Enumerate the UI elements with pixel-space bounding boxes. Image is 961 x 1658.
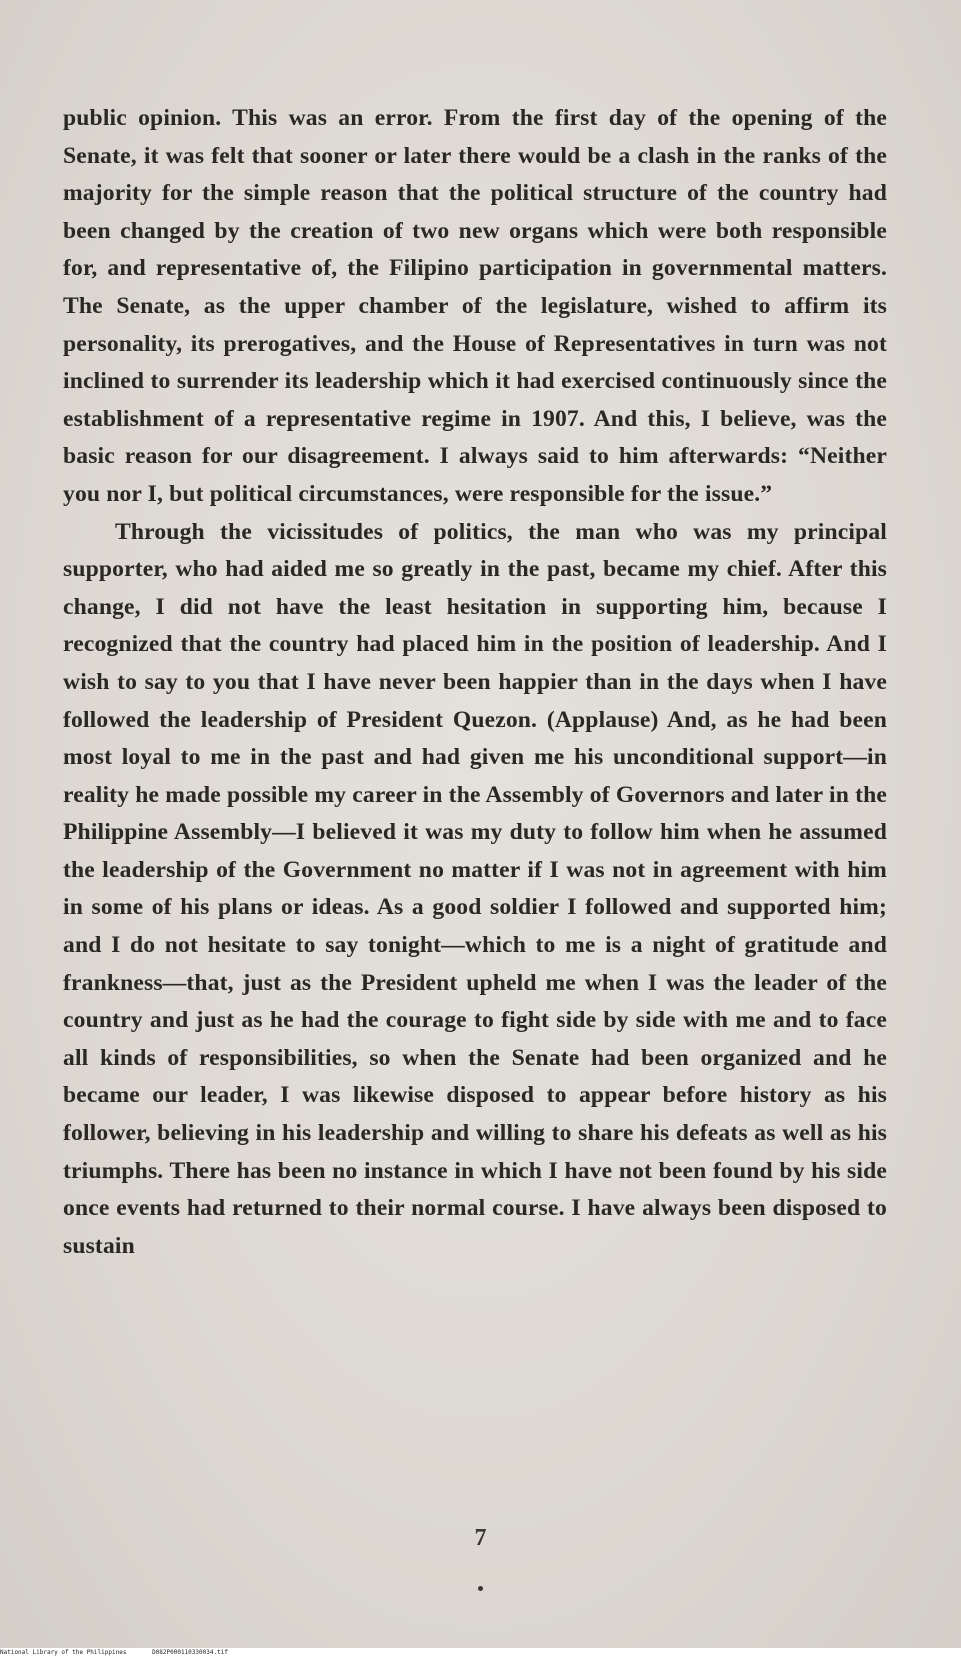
paragraph-2: Through the vicissitudes of politics, the man who was my principal supporter, who had aided me so greatly in the past, became my chief. After this change, I did not have the least hesitation in supporting him, because I recognized that the country had placed him in the position of leadership. And I wish to say to you that I have never been happier than in the days when I have followed the leadership of President Quezon. (Applause) And, as he had been most loyal to me in the past and had given me his unconditional support—in reality he made possible my career in the Assembly of Governors and later in the Philippine Assembly—I believed it was my duty to follow him when he assumed the leadership of the Government no matter if I was not in agreement with him in some of his plans or ideas. As a good soldier I followed and supported him; and I do not hesitate to say tonight—which to me is a night of gratitude and frankness—that, just as the President upheld me when I was the leader of the country and just as he had the courage to fight side by side with me and to face all kinds of responsibilities, so when the Senate had been organized and he became our leader, I was likewise disposed to appear before history as his follower, believing in his leadership and willing to share his defeats as well as his triumphs. There has been no instance in which I have not been found by his side once events had returned to their normal course. I have always been disposed to sustain (63, 518, 887, 1259)
body-text (63, 100, 887, 1265)
page-number: 7 (474, 1525, 487, 1551)
footer-file-id: D082P000110330034.tif (152, 1649, 228, 1656)
footer-library: National Library of the Philippines (0, 1649, 127, 1656)
speck-mark (478, 1586, 483, 1591)
paragraph-1: public opinion. This was an error. From the first day of the opening of the Senate, it was felt that sooner or later there would be a clash in the ranks of the majority for the simple reason that the political structure of the country had been changed by the creation of two new organs which were both responsible for, and representative of, the Filipino participation in governmental matters. The Senate, as the upper chamber of the legislature, wished to affirm its personality, its prerogatives, and the House of Representatives in turn was not inclined to surrender its leadership which it had exercised continuously since the establishment of a representative regime in 1907. And this, I believe, was the basic reason for our disagreement. I always said to him afterwards: “Neither you nor I, but political circumstances, were responsible for the issue.” (63, 105, 887, 507)
scan-footer (0, 1648, 961, 1658)
